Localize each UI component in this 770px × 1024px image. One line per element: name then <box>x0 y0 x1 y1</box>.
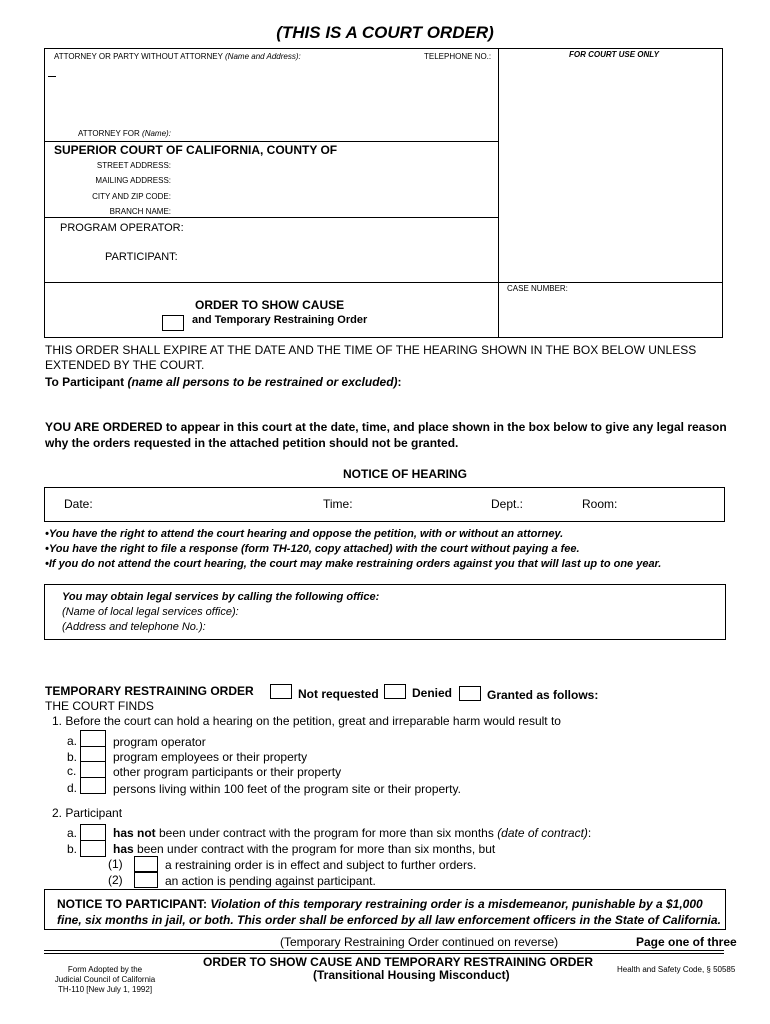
legal-services-line1: You may obtain legal services by calling the following office: <box>62 591 380 603</box>
branch-name-label: BRANCH NAME: <box>109 207 171 216</box>
item1-option-d-checkbox[interactable] <box>80 777 106 794</box>
item1-option-a: a. <box>67 734 78 748</box>
notice-to-participant: NOTICE TO PARTICIPANT: Violation of this temporary restraining order is a misdemeanor, punishable by a $1,000 fine, six months in jail, or both. This order shall be enforced by all law enforcement officers in the State of California. <box>57 897 721 927</box>
participant-label: PARTICIPANT: <box>105 251 178 263</box>
hearing-date-label[interactable]: Date: <box>64 497 93 511</box>
street-address-label: STREET ADDRESS: <box>96 161 171 170</box>
sub1-text: a restraining order is in effect and subject to further orders. <box>165 858 477 872</box>
attorney-name-field[interactable] <box>48 66 488 126</box>
tro-denied-checkbox[interactable] <box>384 684 406 699</box>
form-adopted: Form Adopted by the Judicial Council of California TH-110 [New July 1, 1992] <box>54 965 156 994</box>
legal-services-line2[interactable]: (Name of local legal services office): <box>62 606 239 618</box>
page-number: Page one of three <box>636 935 737 949</box>
notice-heading: NOTICE OF HEARING <box>342 467 467 481</box>
tro-denied-label: Denied <box>412 686 453 700</box>
item1-option-b-label: program employees or their property <box>113 750 308 764</box>
tro-not-requested-label: Not requested <box>298 687 379 701</box>
right-1: •You have the right to attend the court hearing and oppose the petition, with or without an attorney. <box>45 528 564 540</box>
item1-option-a-checkbox[interactable] <box>80 730 106 747</box>
item1-option-d-label: persons living within 100 feet of the program site or their property. <box>113 782 461 796</box>
continued-text: (Temporary Restraining Order continued on reverse) <box>280 935 559 949</box>
expire-text: THIS ORDER SHALL EXPIRE AT THE DATE AND THE TIME OF THE HEARING SHOWN IN THE BOX BELOW UNLESS EXTENDED BY THE COURT. <box>45 343 697 372</box>
tro-granted-label: Granted as follows: <box>487 688 599 702</box>
program-operator-label: PROGRAM OPERATOR: <box>60 222 184 234</box>
court-finds: THE COURT FINDS <box>45 699 154 713</box>
ordered-text: YOU ARE ORDERED to appear in this court at the date, time, and place shown in the box below to give any legal reason why the orders requested in the attached petition should not be granted. <box>45 420 727 450</box>
sub2-num: (2) <box>108 873 123 887</box>
footer-subtitle: (Transitional Housing Misconduct) <box>313 968 510 982</box>
court-use-label: FOR COURT USE ONLY <box>569 50 659 59</box>
attorney-for-label: ATTORNEY FOR (Name): <box>78 129 171 138</box>
item1-option-c-checkbox[interactable] <box>80 761 106 778</box>
item1-option-a-label: program operator <box>113 735 206 749</box>
case-number-label: CASE NUMBER: <box>507 284 568 293</box>
tro-granted-checkbox[interactable] <box>459 686 481 701</box>
footer-title: ORDER TO SHOW CAUSE AND TEMPORARY RESTRAINING ORDER <box>203 955 594 969</box>
hearing-dept-label[interactable]: Dept.: <box>491 497 524 511</box>
sub1-num: (1) <box>108 857 123 871</box>
doc-subtitle: and Temporary Restraining Order <box>192 314 368 326</box>
sub1-checkbox[interactable] <box>134 856 158 872</box>
sub2-checkbox[interactable] <box>134 872 158 888</box>
to-participant: To Participant (name all persons to be restrained or excluded): <box>45 375 402 389</box>
attorney-label: ATTORNEY OR PARTY WITHOUT ATTORNEY (Name and Address): <box>54 52 301 61</box>
item2b-checkbox[interactable] <box>80 840 106 857</box>
item2a-text: has not been under contract with the program for more than six months (date of contract): <box>113 826 592 840</box>
item2b-text: has been under contract with the program for more than six months, but <box>113 842 496 856</box>
city-zip-label: CITY AND ZIP CODE: <box>92 192 171 201</box>
statute-code: Health and Safety Code, § 50585 <box>617 965 736 974</box>
doc-subtitle-checkbox[interactable] <box>162 315 184 331</box>
right-3: •If you do not attend the court hearing, the court may make restraining orders against you that will last up to one year. <box>45 558 662 570</box>
legal-services-line3[interactable]: (Address and telephone No.): <box>62 621 206 633</box>
item2a-letter: a. <box>67 826 78 840</box>
doc-title: ORDER TO SHOW CAUSE <box>195 298 345 312</box>
telephone-label: TELEPHONE NO.: <box>424 52 492 61</box>
tro-heading: TEMPORARY RESTRAINING ORDER <box>45 684 254 698</box>
item2b-letter: b. <box>67 842 78 856</box>
sub2-text: an action is pending against participant. <box>165 874 376 888</box>
hearing-time-label[interactable]: Time: <box>323 497 353 511</box>
item1-option-b: b. <box>67 750 78 764</box>
item1-option-c-label: other program participants or their property <box>113 765 342 779</box>
item1-option-d: d. <box>67 781 78 795</box>
item1-text: 1. Before the court can hold a hearing on the petition, great and irreparable harm would result to <box>52 714 561 728</box>
item1-option-c: c. <box>67 764 77 778</box>
item2a-checkbox[interactable] <box>80 824 106 841</box>
page-title: (THIS IS A COURT ORDER) <box>276 23 494 42</box>
tro-not-requested-checkbox[interactable] <box>270 684 292 699</box>
hearing-box <box>44 487 725 522</box>
court-title: SUPERIOR COURT OF CALIFORNIA, COUNTY OF <box>54 143 338 157</box>
right-2: •You have the right to file a response (form TH-120, copy attached) with the court without paying a fee. <box>45 543 580 555</box>
mailing-address-label: MAILING ADDRESS: <box>95 176 171 185</box>
hearing-room-label[interactable]: Room: <box>582 497 618 511</box>
item2-text: 2. Participant <box>52 806 123 820</box>
